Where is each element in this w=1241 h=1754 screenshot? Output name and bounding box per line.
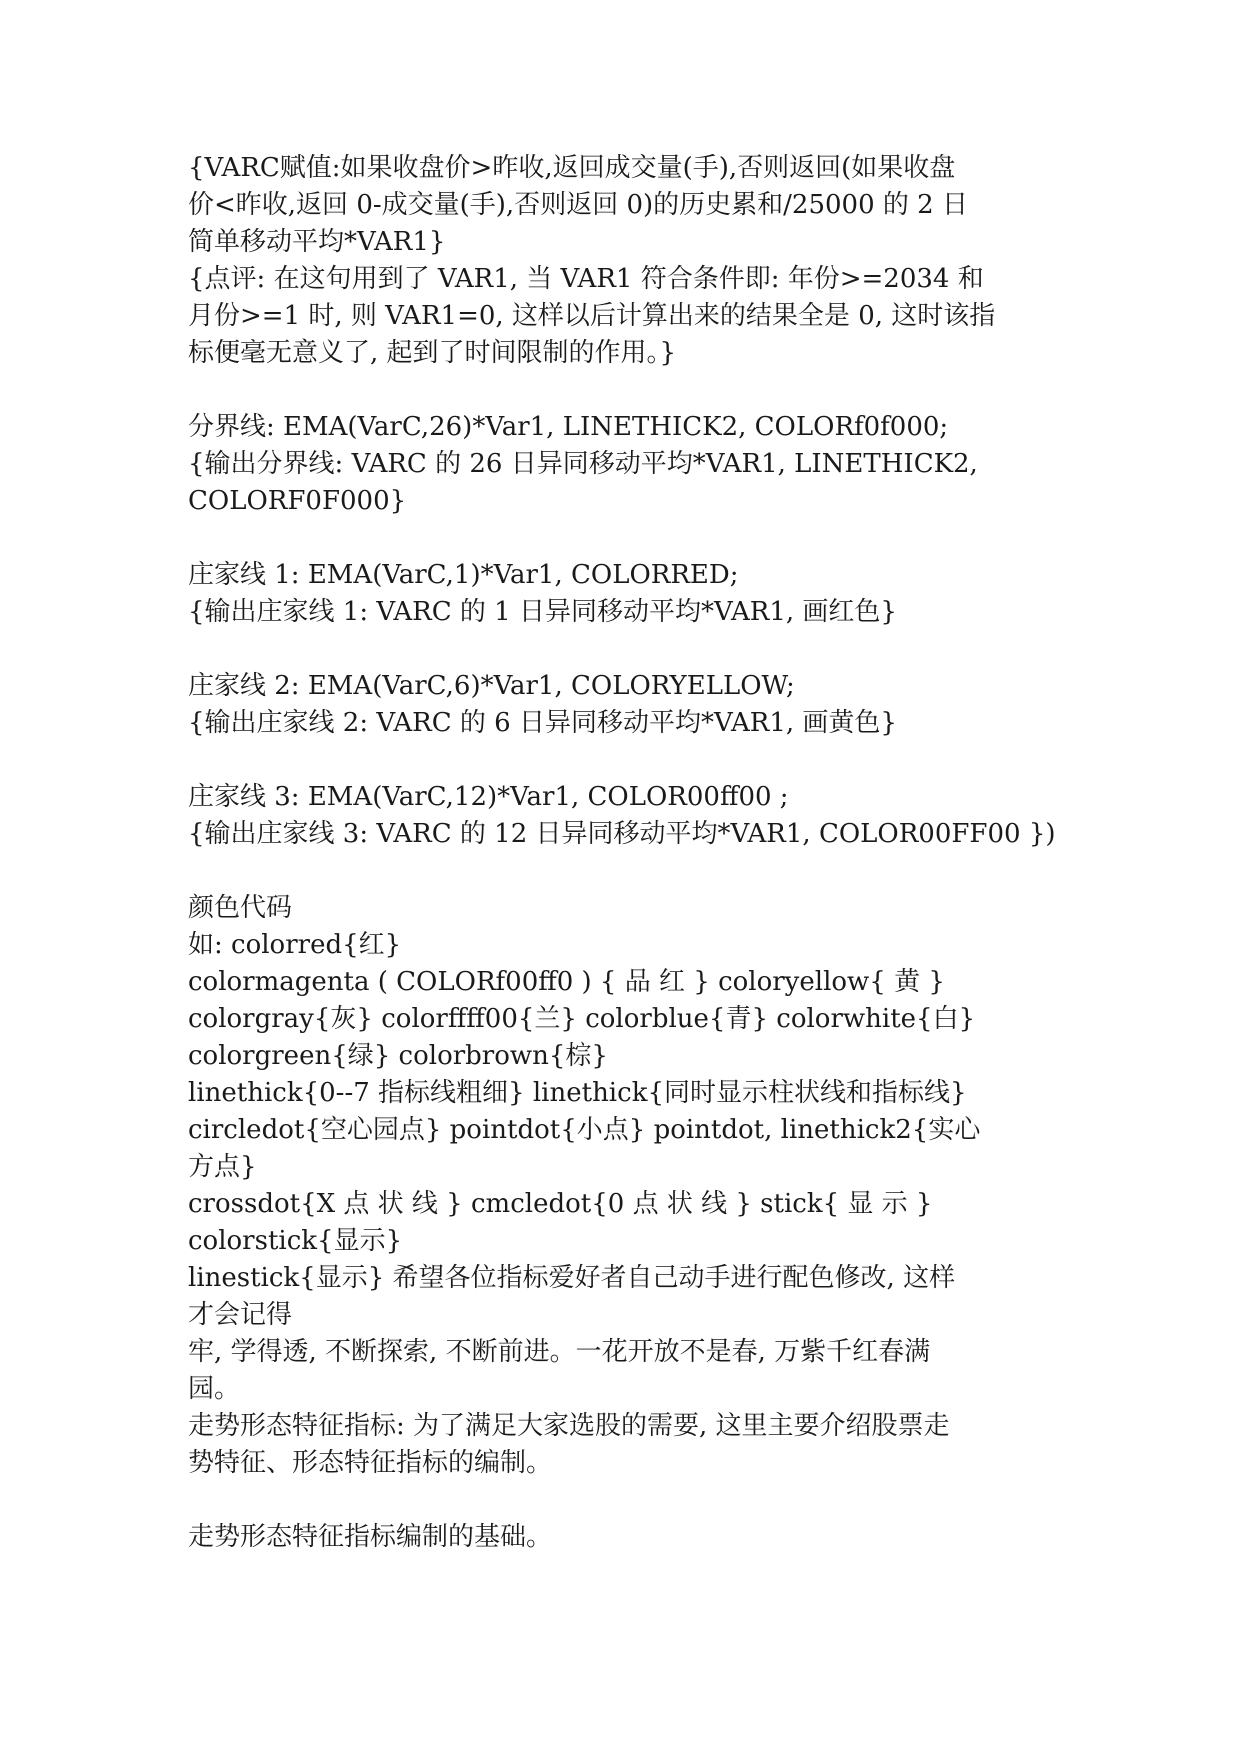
text-line: colorgray{灰} colorffff00{兰} colorblue{青} colorwhite{白} <box>188 1004 976 1034</box>
text-line: 牢, 学得透, 不断探索, 不断前进。一花开放不是春, 万紫千红春满 <box>188 1337 931 1367</box>
text-line: linethick{0--7 指标线粗细} linethick{同时显示柱状线和指标线} <box>188 1078 967 1108</box>
text-line: circledot{空心园点} pointdot{小点} pointdot, linethick2{实心 <box>188 1115 981 1145</box>
text-line: 庄家线 3: EMA(VarC,12)*Var1, COLOR00ff00 ; <box>188 782 789 812</box>
text-line: 分界线: EMA(VarC,26)*Var1, LINETHICK2, COLORf0f000; <box>188 412 949 442</box>
blank-line <box>188 742 1058 779</box>
text-line: 走势形态特征指标: 为了满足大家选股的需要, 这里主要介绍股票走 <box>188 1411 950 1441</box>
text-line: colormagenta ( COLORf00ff0 ) { 品 红 } coloryellow{ 黄 } <box>188 967 945 997</box>
blank-line <box>188 520 1058 557</box>
text-line: 才会记得 <box>188 1300 293 1330</box>
blank-line <box>188 853 1058 890</box>
section-heading: 颜色代码 <box>188 893 293 923</box>
blank-line <box>188 631 1058 668</box>
blank-line <box>188 372 1058 409</box>
text-line: COLORF0F000} <box>188 486 407 516</box>
text-line: 标便毫无意义了, 起到了时间限制的作用。} <box>188 338 677 368</box>
text-line: 方点} <box>188 1152 257 1182</box>
text-line: 价<昨收,返回 0-成交量(手),否则返回 0)的历史累和/25000 的 2 日 <box>188 190 968 220</box>
text-line: linestick{显示} 希望各位指标爱好者自己动手进行配色修改, 这样 <box>188 1263 956 1293</box>
text-line: {输出庄家线 1: VARC 的 1 日异同移动平均*VAR1, 画红色} <box>188 597 897 627</box>
blank-line <box>188 1482 1058 1519</box>
text-line: {输出庄家线 2: VARC 的 6 日异同移动平均*VAR1, 画黄色} <box>188 708 897 738</box>
text-line: 园。 <box>188 1374 241 1404</box>
text-line: {输出庄家线 3: VARC 的 12 日异同移动平均*VAR1, COLOR00FF00 }) <box>188 819 1056 849</box>
text-line: 月份>=1 时, 则 VAR1=0, 这样以后计算出来的结果全是 0, 这时该指 <box>188 301 996 331</box>
text-line: {点评: 在这句用到了 VAR1, 当 VAR1 符合条件即: 年份>=2034 和 <box>188 264 984 294</box>
text-line: 势特征、形态特征指标的编制。 <box>188 1448 553 1478</box>
text-line: crossdot{X 点 状 线 } cmcledot{0 点 状 线 } stick{ 显 示 } <box>188 1189 933 1219</box>
text-line: {输出分界线: VARC 的 26 日异同移动平均*VAR1, LINETHICK2, <box>188 449 978 479</box>
text-line: colorstick{显示} <box>188 1226 403 1256</box>
text-line: colorgreen{绿} colorbrown{棕} <box>188 1041 608 1071</box>
document-page <box>188 150 1058 1556</box>
text-line: 如: colorred{红} <box>188 930 402 960</box>
text-line: 庄家线 2: EMA(VarC,6)*Var1, COLORYELLOW; <box>188 671 795 701</box>
text-line: 走势形态特征指标编制的基础。 <box>188 1522 553 1552</box>
text-line: {VARC赋值:如果收盘价>昨收,返回成交量(手),否则返回(如果收盘 <box>188 153 956 183</box>
text-line: 庄家线 1: EMA(VarC,1)*Var1, COLORRED; <box>188 560 739 590</box>
text-line: 简单移动平均*VAR1} <box>188 227 446 257</box>
